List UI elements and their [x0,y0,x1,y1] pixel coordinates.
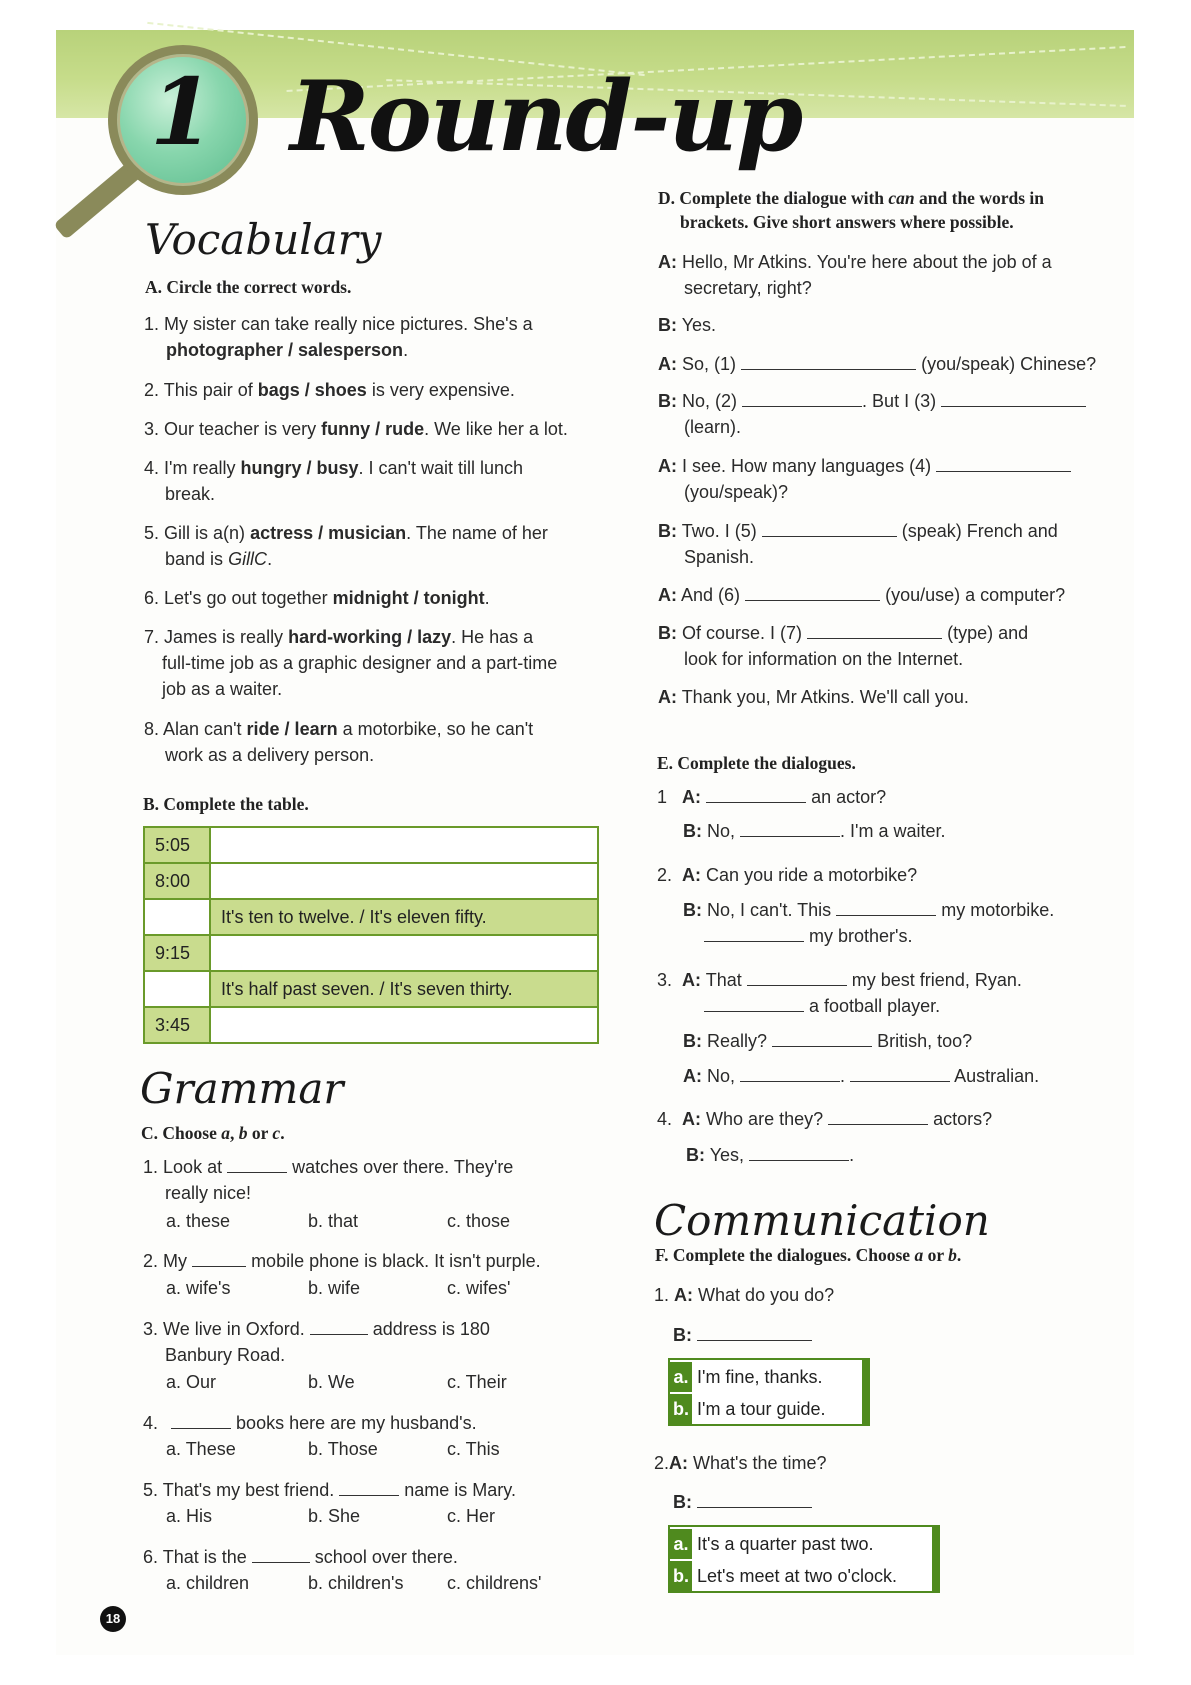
exercise-e-title: E. Complete the dialogues. [657,753,856,773]
answer-cell[interactable] [210,827,598,863]
time-answer-cell[interactable] [144,899,210,935]
choice-b[interactable]: b. Let's meet at two o'clock. [670,1561,938,1591]
f-q1-choices [668,1358,870,1426]
option-c[interactable]: c. Her [447,1506,496,1526]
answer-blank[interactable] [850,1064,950,1082]
answer-blank[interactable] [697,1323,812,1341]
answer-blank[interactable] [749,1143,849,1161]
answer-blank[interactable] [836,898,936,916]
vocab-item-7: 7. James is really hard-working / lazy. He has a full-time job as a graphic designer and a part-time job as a waiter. [144,627,558,699]
f-q2: 2.A: What's the time? [654,1453,827,1473]
vocab-item-4: 4. I'm really hungry / busy. I can't wait till lunch break. [144,458,524,504]
table-row [144,827,598,863]
option-b[interactable]: b. Those [308,1439,378,1459]
f-q2-b: B: [673,1489,812,1515]
answer-blank[interactable] [772,1029,872,1047]
e-dialogue-4b: B: Yes, . [686,1145,855,1165]
grammar-item-5: 5. That's my best friend. name is Mary. [143,1480,516,1500]
e-dialogue-3b: B: Really? British, too? [683,1031,973,1051]
answer-cell[interactable] [210,863,598,899]
times-table [143,826,599,1044]
choice-a[interactable]: a. It's a quarter past two. [670,1529,938,1559]
option-b[interactable]: b. We [308,1372,355,1392]
grammar-item-3: 3. We live in Oxford. address is 180 Banbury Road. [143,1319,490,1365]
option-a[interactable]: a. His [166,1506,213,1526]
time-answer-cell[interactable] [144,971,210,1007]
dialogue-line: A: Hello, Mr Atkins. You're here about the job of a secretary, right? [658,252,1052,298]
table-row [144,1007,598,1043]
exercise-a-title: A. Circle the correct words. [145,277,352,297]
vocab-item-5: 5. Gill is a(n) actress / musician. The name of her band is GillC. [144,523,548,569]
communication-heading: Communication [654,1196,990,1245]
option-b[interactable]: b. children's [308,1573,404,1593]
option-a[interactable]: a. Our [166,1372,217,1392]
time-phrase-cell: It's ten to twelve. / It's eleven fifty. [210,899,598,935]
choice-a[interactable]: a. I'm fine, thanks. [670,1362,868,1392]
answer-blank[interactable] [747,968,847,986]
grammar-heading: Grammar [140,1064,344,1113]
option-c[interactable]: c. those [447,1211,511,1231]
f-q1-b: B: [673,1322,812,1348]
dialogue-line: B: Yes. [658,315,717,335]
answer-blank[interactable] [807,621,942,639]
answer-blank[interactable] [741,352,916,370]
answer-blank[interactable] [742,389,862,407]
exercise-b-title: B. Complete the table. [143,794,309,814]
table-row [144,971,598,1007]
f-q2-choices [668,1525,940,1593]
f-q1: 1. A: What do you do? [654,1285,835,1305]
time-cell: 5:05 [144,827,210,863]
vocab-item-3: 3. Our teacher is very funny / rude. We like her a lot. [144,419,568,439]
answer-cell[interactable] [210,1007,598,1043]
answer-blank[interactable] [762,519,897,537]
choice-b[interactable]: b. I'm a tour guide. [670,1394,868,1424]
answer-blank[interactable] [192,1249,246,1267]
option-b[interactable]: b. wife [308,1278,361,1298]
grammar-item-4: 4. books here are my husband's. [143,1413,477,1433]
table-row [144,863,598,899]
answer-blank[interactable] [704,994,804,1012]
answer-blank[interactable] [740,1064,840,1082]
vocabulary-heading: Vocabulary [145,215,382,264]
answer-blank[interactable] [828,1107,928,1125]
vocab-item-6: 6. Let's go out together midnight / tonight. [144,588,490,608]
e-dialogue-1a: 1 A: an actor? [657,787,887,807]
dialogue-line: B: Of course. I (7) (type) and look for information on the Internet. [658,623,1029,669]
answer-blank[interactable] [941,389,1086,407]
vocab-item-8: 8. Alan can't ride / learn a motorbike, so he can't work as a delivery person. [144,719,534,765]
time-cell: 3:45 [144,1007,210,1043]
answer-blank[interactable] [740,819,840,837]
time-cell: 8:00 [144,863,210,899]
option-b[interactable]: b. that [308,1211,359,1231]
grammar-item-6: 6. That is the school over there. [143,1547,458,1567]
grammar-item-1: 1. Look at watches over there. They're really nice! [143,1157,514,1203]
answer-blank[interactable] [227,1155,287,1173]
page-number: 18 [100,1606,126,1632]
answer-blank[interactable] [171,1411,231,1429]
option-a[interactable]: a. wife's [166,1278,231,1298]
dialogue-line: B: No, (2) . But I (3) (learn). [658,388,1086,440]
answer-cell[interactable] [210,935,598,971]
dialogue-line: A: So, (1) (you/speak) Chinese? [658,354,1097,374]
dialogue-line: A: I see. How many languages (4) (you/speak)? [658,453,1071,505]
exercise-f-title: F. Complete the dialogues. Choose a or b. [655,1245,962,1265]
vocab-item-1: 1. My sister can take really nice pictures. She's a photographer / salesperson. [144,314,533,360]
unit-title: Round-up [290,60,802,173]
e-dialogue-4a: 4. A: Who are they? actors? [657,1109,993,1129]
answer-blank[interactable] [936,454,1071,472]
answer-blank[interactable] [339,1478,399,1496]
unit-number: 1 [150,58,215,166]
table-row [144,935,598,971]
dialogue-line: B: Two. I (5) (speak) French and Spanish. [658,521,1058,567]
e-dialogue-2a: 2. A: Can you ride a motorbike? [657,865,918,885]
exercise-d-title: D. Complete the dialogue with can and the words in brackets. Give short answers where possible. [658,188,1044,232]
choice-bar [932,1527,938,1591]
answer-blank[interactable] [704,924,804,942]
dialogue-line: A: Thank you, Mr Atkins. We'll call you. [658,687,969,707]
vocab-item-2: 2. This pair of bags / shoes is very expensive. [144,380,515,400]
option-b[interactable]: b. She [308,1506,361,1526]
option-c[interactable]: c. This [447,1439,500,1459]
option-a[interactable]: a. these [166,1211,231,1231]
answer-blank[interactable] [697,1490,812,1508]
time-phrase-cell: It's half past seven. / It's seven thirty. [210,971,598,1007]
e-dialogue-3c: A: No, . Australian. [683,1066,1040,1086]
e-dialogue-3a: 3. A: That my best friend, Ryan. a football player. [657,970,1022,1016]
answer-blank[interactable] [252,1545,310,1563]
table-row [144,899,598,935]
option-a[interactable]: a. children [166,1573,250,1593]
answer-blank[interactable] [706,785,806,803]
time-cell: 9:15 [144,935,210,971]
grammar-item-2: 2. My mobile phone is black. It isn't purple. [143,1251,541,1271]
e-dialogue-1b: B: No, . I'm a waiter. [683,821,946,841]
answer-blank[interactable] [310,1317,368,1335]
dialogue-line: A: And (6) (you/use) a computer? [658,585,1066,605]
option-c[interactable]: c. wifes' [447,1278,511,1298]
option-c[interactable]: c. childrens' [447,1573,542,1593]
answer-blank[interactable] [745,583,880,601]
e-dialogue-2b: B: No, I can't. This my motorbike. my brother's. [683,900,1055,946]
choice-bar [862,1360,868,1424]
option-a[interactable]: a. These [166,1439,236,1459]
option-c[interactable]: c. Their [447,1372,507,1392]
exercise-c-title: C. Choose a, b or c. [141,1123,285,1143]
